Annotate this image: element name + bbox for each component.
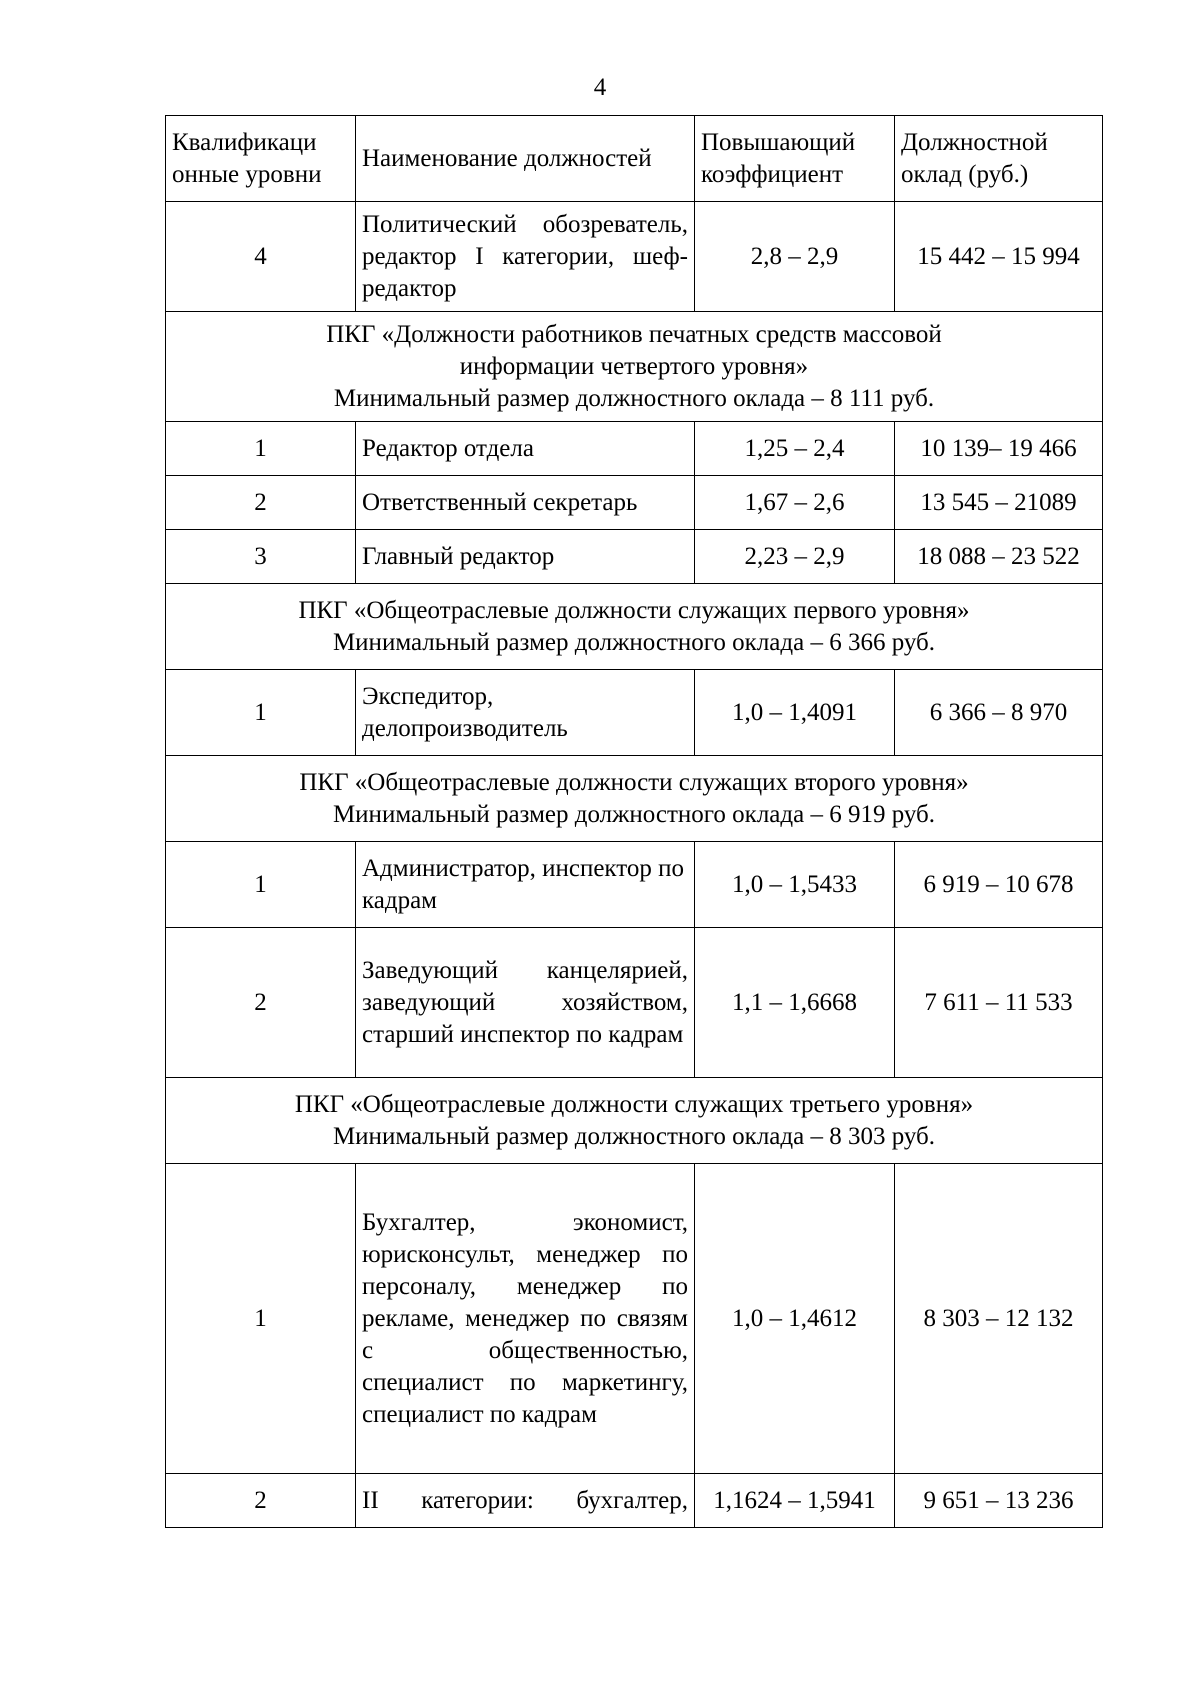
salary-cell: 15 442 – 15 994 (895, 202, 1103, 312)
table-header-row (166, 116, 1103, 202)
position-cell: Редактор отдела (356, 422, 695, 476)
group-min-salary: Минимальный размер должностного оклада – 8 111 руб. (333, 384, 935, 412)
salary-cell: 18 088 – 23 522 (895, 530, 1103, 584)
table-row (166, 202, 1103, 312)
position-cell: Ответственный секретарь (356, 476, 695, 530)
coefficient-cell: 1,1 – 1,6668 (695, 928, 895, 1078)
table-row (166, 1474, 1103, 1528)
level-cell: 4 (166, 202, 356, 312)
position-cell: Главный редактор (356, 530, 695, 584)
coefficient-cell: 1,25 – 2,4 (695, 422, 895, 476)
coefficient-cell: 1,0 – 1,4612 (695, 1164, 895, 1474)
coefficient-cell: 1,0 – 1,5433 (695, 842, 895, 928)
group-header (166, 584, 1103, 670)
table-row (166, 530, 1103, 584)
level-cell: 2 (166, 928, 356, 1078)
group-title-line: ПКГ «Общеотраслевые должности служащих третьего уровня» (294, 1090, 974, 1118)
table-row (166, 928, 1103, 1078)
level-cell: 1 (166, 1164, 356, 1474)
group-title-line: ПКГ «Должности работников печатных средств массовой (326, 320, 942, 348)
group-min-salary: Минимальный размер должностного оклада – 8 303 руб. (332, 1122, 936, 1150)
group-header-row (166, 756, 1103, 842)
salary-cell: 7 611 – 11 533 (895, 928, 1103, 1078)
header-salary: Должностной оклад (руб.) (895, 116, 1103, 202)
position-cell: Экспедитор, делопроизводитель (356, 670, 695, 756)
coefficient-cell: 2,8 – 2,9 (695, 202, 895, 312)
table-row (166, 476, 1103, 530)
level-cell: 1 (166, 670, 356, 756)
salary-cell: 6 919 – 10 678 (895, 842, 1103, 928)
header-position: Наименование должностей (356, 116, 695, 202)
salary-cell: 13 545 – 21089 (895, 476, 1103, 530)
position-cell: Бухгалтер, экономист, юрисконсульт, менеджер по персоналу, менеджер по рекламе, менеджер по связям с общественностью, специалист по маркетингу, специалист по кадрам (356, 1164, 695, 1474)
table-row (166, 670, 1103, 756)
position-cell: II категории: бухгалтер, (356, 1474, 695, 1528)
group-header (166, 1078, 1103, 1164)
table-row (166, 422, 1103, 476)
position-cell: Администратор, инспектор по кадрам (356, 842, 695, 928)
header-coefficient: Повышающий коэффициент (695, 116, 895, 202)
group-header-row (166, 312, 1103, 422)
salary-cell: 10 139– 19 466 (895, 422, 1103, 476)
group-title-line: ПКГ «Общеотраслевые должности служащих первого уровня» (298, 596, 970, 624)
group-title-line: ПКГ «Общеотраслевые должности служащих второго уровня» (299, 768, 969, 796)
position-cell: Политический обозреватель, редактор I категории, шеф-редактор (356, 202, 695, 312)
coefficient-cell: 1,67 – 2,6 (695, 476, 895, 530)
group-header-row (166, 1078, 1103, 1164)
coefficient-cell: 1,0 – 1,4091 (695, 670, 895, 756)
coefficient-cell: 1,1624 – 1,5941 (695, 1474, 895, 1528)
group-min-salary: Минимальный размер должностного оклада – 6 366 руб. (332, 628, 936, 656)
header-level: Квалификаци онные уровни (166, 116, 356, 202)
position-cell: Заведующий канцелярией, заведующий хозяйством, старший инспектор по кадрам (356, 928, 695, 1078)
group-header (166, 756, 1103, 842)
level-cell: 2 (166, 1474, 356, 1528)
salary-table (165, 115, 1103, 1528)
table-row (166, 1164, 1103, 1474)
group-header-row (166, 584, 1103, 670)
level-cell: 3 (166, 530, 356, 584)
salary-cell: 6 366 – 8 970 (895, 670, 1103, 756)
coefficient-cell: 2,23 – 2,9 (695, 530, 895, 584)
salary-cell: 9 651 – 13 236 (895, 1474, 1103, 1528)
table-row (166, 842, 1103, 928)
group-header (166, 312, 1103, 422)
level-cell: 1 (166, 842, 356, 928)
salary-cell: 8 303 – 12 132 (895, 1164, 1103, 1474)
group-title-line: информации четвертого уровня» (459, 352, 809, 380)
group-min-salary: Минимальный размер должностного оклада – 6 919 руб. (332, 800, 936, 828)
page-number: 4 (593, 74, 607, 101)
level-cell: 2 (166, 476, 356, 530)
level-cell: 1 (166, 422, 356, 476)
